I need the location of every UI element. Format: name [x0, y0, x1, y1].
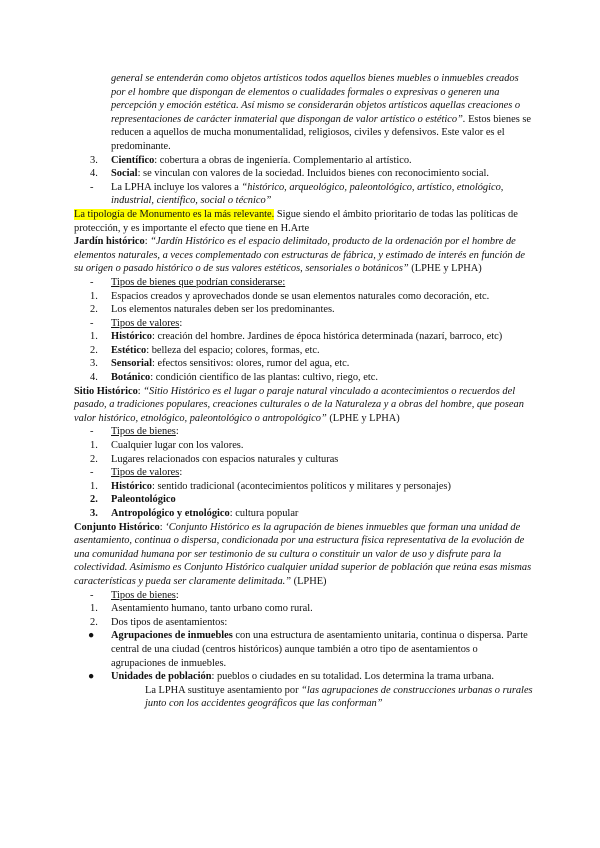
dash-marker: -: [90, 317, 94, 329]
lpha-note-quote: “histórico, arqueológico, paleontológico, artístico, etnológico, industrial, científico, social o técnico”: [111, 181, 504, 207]
title-colon: :: [159, 521, 166, 533]
intro-text: Estos bienes se reducen a aquellos de mucha monumentalidad, religiosos, civiles y defensivos. Este valor es el predominante.: [111, 113, 531, 152]
value-name: Histórico: [111, 331, 152, 343]
value-description: : creación del hombre. Jardines de época histórica determinada (nazarí, barroco, etc): [151, 331, 503, 343]
law-reference: (LPHE y LPHA): [326, 412, 400, 424]
law-reference: (LPHE): [291, 575, 327, 587]
list-item: [74, 453, 534, 467]
value-description: : cobertura a obras de ingeniería. Complementario al artístico.: [154, 154, 412, 166]
intro-paragraph: [74, 72, 534, 154]
law-reference: (LPHE y LPHA): [408, 263, 482, 275]
list-item: [74, 602, 534, 616]
heading-colon: :: [179, 467, 183, 479]
valores-heading: Tipos de valores: [111, 467, 180, 479]
list-number: 1.: [90, 480, 98, 492]
list-text: Asentamiento humano, tanto urbano como rural.: [111, 603, 313, 615]
value-description: : efectos sensitivos: olores, rumor del agua, etc.: [152, 358, 350, 370]
title-colon: :: [137, 385, 144, 397]
list-text: Lugares relacionados con espacios naturales y culturas: [111, 453, 339, 465]
value-name: Histórico: [111, 480, 152, 492]
sitio-definition: [74, 385, 534, 426]
dash-marker: -: [90, 276, 94, 288]
intro-quote: general se entenderán como objetos artísticos todos aquellos bienes muebles o inmuebles creados por el hombre que dispongan de elementos o cualidades formales o expresivas o generen una percepción y emoción estética. Así mismo se considerarán objetos artísticos aquellas creaciones o representaciones de carácter inmaterial que dispongan de valor artístico o estético”.: [111, 73, 521, 125]
list-number: 3.: [90, 508, 98, 519]
bienes-heading: Tipos de bienes: [111, 589, 176, 601]
definition-quote: ‘Conjunto Histórico es la agrupación de bienes inmuebles que forman una unidad de asentamiento, continua o dispersa, condicionada por una estructura física representativa de la evolución de una comunidad humana por ser testimonio de su cultura o constituir un valor de uso y disfrute para la colectividad. Asimismo es Conjunto Histórico cualquier unidad superior de población que reúna esas mismas características y pueda ser claramente delimitada.”: [74, 521, 532, 587]
list-item: [74, 344, 534, 358]
definition-quote: “Sitio Histórico es el lugar o paraje natural vinculado a acontecimientos o recuerdos del pasado, a tradiciones populares, creaciones culturales o de la Naturaleza y a obras del hombre, que posean valor histórico, etnológico, paleontológico o antropológico”: [74, 385, 524, 424]
lpha-values-note: [74, 181, 534, 208]
list-item: [74, 507, 534, 521]
value-description: : condición científico de las plantas: cultivo, riego, etc.: [150, 372, 378, 384]
list-item: [74, 290, 534, 304]
list-item: [74, 439, 534, 453]
value-name: Paleontológico: [111, 494, 176, 506]
subheading: [74, 589, 534, 603]
value-description: : se vinculan con valores de la sociedad. Incluidos bienes con reconocimiento social.: [137, 168, 489, 180]
value-name: Botánico: [111, 372, 151, 384]
list-item: [74, 154, 534, 168]
heading-colon: :: [179, 317, 183, 329]
list-item: [74, 167, 534, 181]
bullet-title: Agrupaciones de inmuebles: [111, 630, 233, 642]
bullet-item: [74, 670, 534, 684]
lpha-note-text: La LPHA incluye los valores a: [111, 181, 242, 193]
bienes-heading: Tipos de bienes: [111, 426, 176, 438]
bullet-title: Unidades de población: [111, 671, 212, 683]
list-item: [74, 303, 534, 317]
monumento-paragraph: [74, 208, 534, 235]
lpha-text: La LPHA sustituye asentamiento por: [145, 684, 302, 696]
list-item: [74, 330, 534, 344]
dash-marker: -: [90, 426, 94, 438]
list-text: Los elementos naturales deben ser los predominantes.: [111, 304, 335, 316]
list-number: 3.: [90, 154, 98, 166]
bullet-text: : pueblos o ciudades en su totalidad. Los determina la trama urbana.: [211, 671, 494, 683]
valores-heading: Tipos de valores: [111, 317, 180, 329]
lpha-substitution-note: [74, 684, 534, 711]
list-number: 1.: [90, 290, 98, 302]
list-text: Cualquier lugar con los valores.: [111, 440, 244, 452]
bullet-marker: ●: [88, 630, 95, 642]
list-number: 3.: [90, 358, 98, 370]
list-item: [74, 480, 534, 494]
highlighted-text: La tipología de Monumento es la más relevante.: [74, 208, 275, 220]
list-item: [74, 616, 534, 630]
definition-quote: “Jardín Histórico es el espacio delimitado, producto de la ordenación por el hombre de elementos naturales, a veces complementado con estructuras de fábrica, y estimado de interés en función de su origen o pasado histórico o de sus valores estéticos, sensoriales o botánicos”: [74, 236, 526, 275]
list-number: 2.: [90, 494, 98, 506]
value-name: Estético: [111, 344, 147, 356]
subheading: [74, 466, 534, 480]
bienes-heading: Tipos de bienes que podrían considerarse:: [111, 276, 286, 288]
dash-marker: -: [90, 467, 94, 479]
list-text: Dos tipos de asentamientos:: [111, 616, 228, 628]
subheading: [74, 425, 534, 439]
value-name: Antropológico y etnológico: [111, 508, 230, 519]
bullet-item: [74, 629, 534, 670]
value-description: : belleza del espacio; colores, formas, etc.: [146, 344, 320, 356]
dash-marker: -: [90, 181, 94, 193]
list-number: 1.: [90, 603, 98, 615]
subheading: [74, 317, 534, 331]
heading-colon: :: [175, 426, 179, 438]
list-item: [74, 371, 534, 385]
document-page: [74, 72, 534, 711]
list-item: [74, 357, 534, 371]
list-item: [74, 493, 534, 507]
list-number: 4.: [90, 372, 98, 384]
heading-colon: :: [175, 589, 179, 601]
list-number: 1.: [90, 440, 98, 452]
value-description: : sentido tradicional (acontecimientos políticos y militares y personajes): [151, 480, 451, 492]
section-title: Sitio Histórico: [74, 385, 138, 397]
value-name: Sensorial: [111, 358, 152, 370]
list-number: 1.: [90, 331, 98, 343]
value-name: Científico: [111, 154, 155, 166]
bullet-text: con una estructura de asentamiento unitaria, continua o dispersa. Parte central de una ciudad (centros históricos) aunque también a otro tipo de asentamientos o agrupaciones de inmuebles.: [111, 630, 528, 669]
list-text: Espacios creados y aprovechados donde se usan elementos naturales como decoración, etc.: [111, 290, 490, 302]
title-colon: :: [144, 236, 151, 248]
list-number: 4.: [90, 168, 98, 180]
monumento-text: Sigue siendo el ámbito prioritario de todas las políticas de protección, y es importante el efecto que tiene en H.Arte: [74, 208, 518, 234]
jardin-definition: [74, 235, 534, 276]
list-number: 2.: [90, 344, 98, 356]
dash-marker: -: [90, 589, 94, 601]
value-name: Social: [111, 168, 138, 180]
subheading: [74, 276, 534, 290]
list-number: 2.: [90, 453, 98, 465]
section-title: Conjunto Histórico: [74, 521, 160, 533]
conjunto-definition: [74, 521, 534, 589]
section-title: Jardín histórico: [74, 236, 145, 248]
lpha-quote: “las agrupaciones de construcciones urbanas o rurales junto con los accidentes geográficos que las conforman”: [145, 684, 533, 710]
bullet-marker: ●: [88, 671, 95, 683]
list-number: 2.: [90, 616, 98, 628]
value-description: : cultura popular: [229, 508, 299, 519]
list-number: 2.: [90, 304, 98, 316]
